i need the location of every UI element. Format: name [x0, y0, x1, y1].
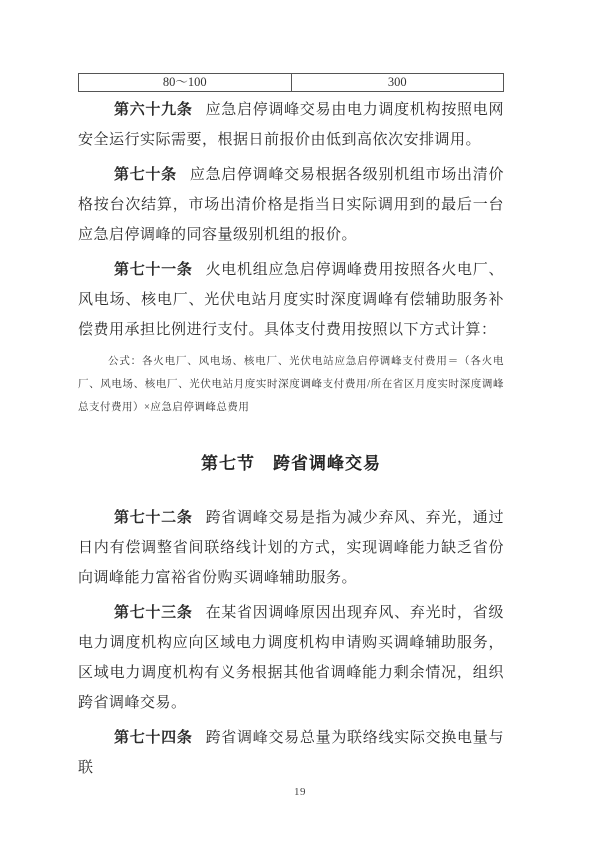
article-69-text: 应急启停调峰交易由电力调度机构按照电网安全运行实际需要，根据日前报价由低到高依次安排调用。: [78, 102, 504, 148]
article-72-number: 第七十二条: [114, 510, 193, 526]
article-74: [78, 723, 504, 783]
page-number: 19: [294, 786, 306, 798]
table-cell-value: 300: [291, 74, 504, 91]
section-heading: 第七节 跨省调峰交易: [201, 454, 381, 473]
article-70-number: 第七十条: [114, 167, 177, 183]
article-73: [78, 598, 504, 718]
formula-paragraph: 公式：各火电厂、风电场、核电厂、光伏电站应急启停调峰支付费用＝（各火电厂、风电场、核电厂、光伏电站月度实时深度调峰支付费用/所在省区月度实时深度调峰总支付费用）×应急启停调峰总费用: [78, 356, 504, 413]
article-73-number: 第七十三条: [114, 605, 193, 621]
article-74-number: 第七十四条: [114, 730, 193, 746]
article-70: [78, 160, 504, 250]
article-71: [78, 255, 504, 345]
article-73-text: 在某省因调峰原因出现弃风、弃光时，省级电力调度机构应向区域电力调度机构申请购买调峰辅助服务，区域电力调度机构有义务根据其他省调峰能力剩余情况，组织跨省调峰交易。: [78, 605, 504, 711]
table-row: [78, 73, 504, 92]
table-cell-range: 80～100: [162, 75, 207, 89]
article-72-text: 跨省调峰交易是指为减少弃风、弃光，通过日内有偿调整省间联络线计划的方式，实现调峰能力缺乏省份向调峰能力富裕省份购买调峰辅助服务。: [78, 510, 504, 586]
article-71-text: 火电机组应急启停调峰费用按照各火电厂、风电场、核电厂、光伏电站月度实时深度调峰有偿辅助服务补偿费用承担比例进行支付。具体支付费用按照以下方式计算：: [78, 262, 504, 338]
article-74-text: 跨省调峰交易总量为联络线实际交换电量与联: [78, 730, 504, 776]
article-69: [78, 95, 504, 155]
article-71-number: 第七十一条: [114, 262, 193, 278]
article-69-number: 第六十九条: [114, 102, 193, 118]
article-72: [78, 503, 504, 593]
article-70-text: 应急启停调峰交易根据各级别机组市场出清价格按台次结算，市场出清价格是指当日实际调用到的最后一台应急启停调峰的同容量级别机组的报价。: [78, 167, 504, 243]
